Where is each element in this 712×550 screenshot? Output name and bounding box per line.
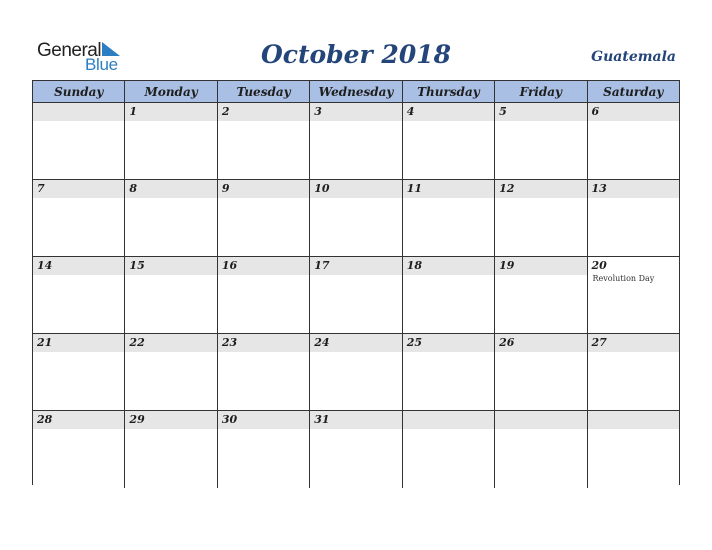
day-number: 19 xyxy=(495,257,586,275)
day-cell[interactable] xyxy=(125,180,217,257)
day-number: 5 xyxy=(495,103,586,121)
logo-text-blue: Blue xyxy=(85,55,118,74)
day-number: 23 xyxy=(218,334,309,352)
day-number xyxy=(403,411,494,429)
day-number: 26 xyxy=(495,334,586,352)
day-cell[interactable] xyxy=(125,334,217,411)
day-number: 10 xyxy=(310,180,401,198)
day-number xyxy=(588,411,679,429)
day-number: 21 xyxy=(33,334,124,352)
day-cell[interactable] xyxy=(310,411,402,488)
weekday-header-monday: Monday xyxy=(125,81,217,103)
day-number: 25 xyxy=(403,334,494,352)
day-number: 8 xyxy=(125,180,216,198)
day-cell[interactable] xyxy=(218,257,310,334)
day-number xyxy=(33,103,124,121)
day-cell[interactable] xyxy=(495,103,587,180)
calendar-grid xyxy=(32,80,680,485)
day-number: 2 xyxy=(218,103,309,121)
calendar-title: October 2018 xyxy=(260,40,452,69)
empty-day-cell xyxy=(403,411,495,488)
week-row xyxy=(33,257,679,334)
day-cell[interactable] xyxy=(310,334,402,411)
day-cell[interactable] xyxy=(33,334,125,411)
day-number: 28 xyxy=(33,411,124,429)
day-number: 14 xyxy=(33,257,124,275)
week-row xyxy=(33,411,679,488)
weekday-header-tuesday: Tuesday xyxy=(218,81,310,103)
day-cell[interactable] xyxy=(588,334,679,411)
day-number: 24 xyxy=(310,334,401,352)
day-number: 15 xyxy=(125,257,216,275)
day-cell[interactable] xyxy=(403,180,495,257)
day-cell[interactable] xyxy=(33,257,125,334)
day-number xyxy=(495,411,586,429)
day-cell[interactable] xyxy=(403,257,495,334)
day-number: 1 xyxy=(125,103,216,121)
day-number: 7 xyxy=(33,180,124,198)
day-cell[interactable] xyxy=(33,411,125,488)
day-cell[interactable] xyxy=(218,180,310,257)
day-number: 13 xyxy=(588,180,679,198)
week-row xyxy=(33,103,679,180)
day-cell[interactable] xyxy=(125,257,217,334)
day-number: 29 xyxy=(125,411,216,429)
day-number: 4 xyxy=(403,103,494,121)
week-row xyxy=(33,180,679,257)
day-number: 22 xyxy=(125,334,216,352)
weekday-header-thursday: Thursday xyxy=(403,81,495,103)
day-number: 9 xyxy=(218,180,309,198)
holiday-label: Revolution Day xyxy=(592,274,655,283)
empty-day-cell xyxy=(33,103,125,180)
day-number: 12 xyxy=(495,180,586,198)
day-cell[interactable] xyxy=(310,103,402,180)
week-row xyxy=(33,334,679,411)
day-number: 11 xyxy=(403,180,494,198)
day-cell[interactable] xyxy=(218,103,310,180)
logo-text-general: General xyxy=(37,40,102,61)
day-number: 27 xyxy=(588,334,679,352)
country-label: Guatemala xyxy=(591,49,676,65)
day-number: 17 xyxy=(310,257,401,275)
day-cell[interactable] xyxy=(125,103,217,180)
weekday-header-wednesday: Wednesday xyxy=(310,81,402,103)
weekday-header-row xyxy=(33,81,679,103)
weekday-header-friday: Friday xyxy=(495,81,587,103)
day-cell[interactable] xyxy=(310,180,402,257)
day-cell[interactable] xyxy=(125,411,217,488)
day-cell[interactable] xyxy=(495,180,587,257)
day-cell[interactable] xyxy=(33,180,125,257)
weekday-header-sunday: Sunday xyxy=(33,81,125,103)
empty-day-cell xyxy=(588,411,679,488)
day-number: 30 xyxy=(218,411,309,429)
day-cell[interactable] xyxy=(495,334,587,411)
day-number: 20 xyxy=(588,257,679,275)
empty-day-cell xyxy=(495,411,587,488)
weekday-header-saturday: Saturday xyxy=(588,81,679,103)
day-cell[interactable] xyxy=(495,257,587,334)
day-number: 6 xyxy=(588,103,679,121)
day-number: 16 xyxy=(218,257,309,275)
day-cell[interactable] xyxy=(403,334,495,411)
day-number: 18 xyxy=(403,257,494,275)
day-number: 3 xyxy=(310,103,401,121)
day-cell[interactable] xyxy=(588,257,679,334)
day-cell[interactable] xyxy=(218,334,310,411)
day-number: 31 xyxy=(310,411,401,429)
day-cell[interactable] xyxy=(218,411,310,488)
weeks-container xyxy=(33,103,679,488)
day-cell[interactable] xyxy=(588,180,679,257)
day-cell[interactable] xyxy=(403,103,495,180)
day-cell[interactable] xyxy=(588,103,679,180)
day-cell[interactable] xyxy=(310,257,402,334)
